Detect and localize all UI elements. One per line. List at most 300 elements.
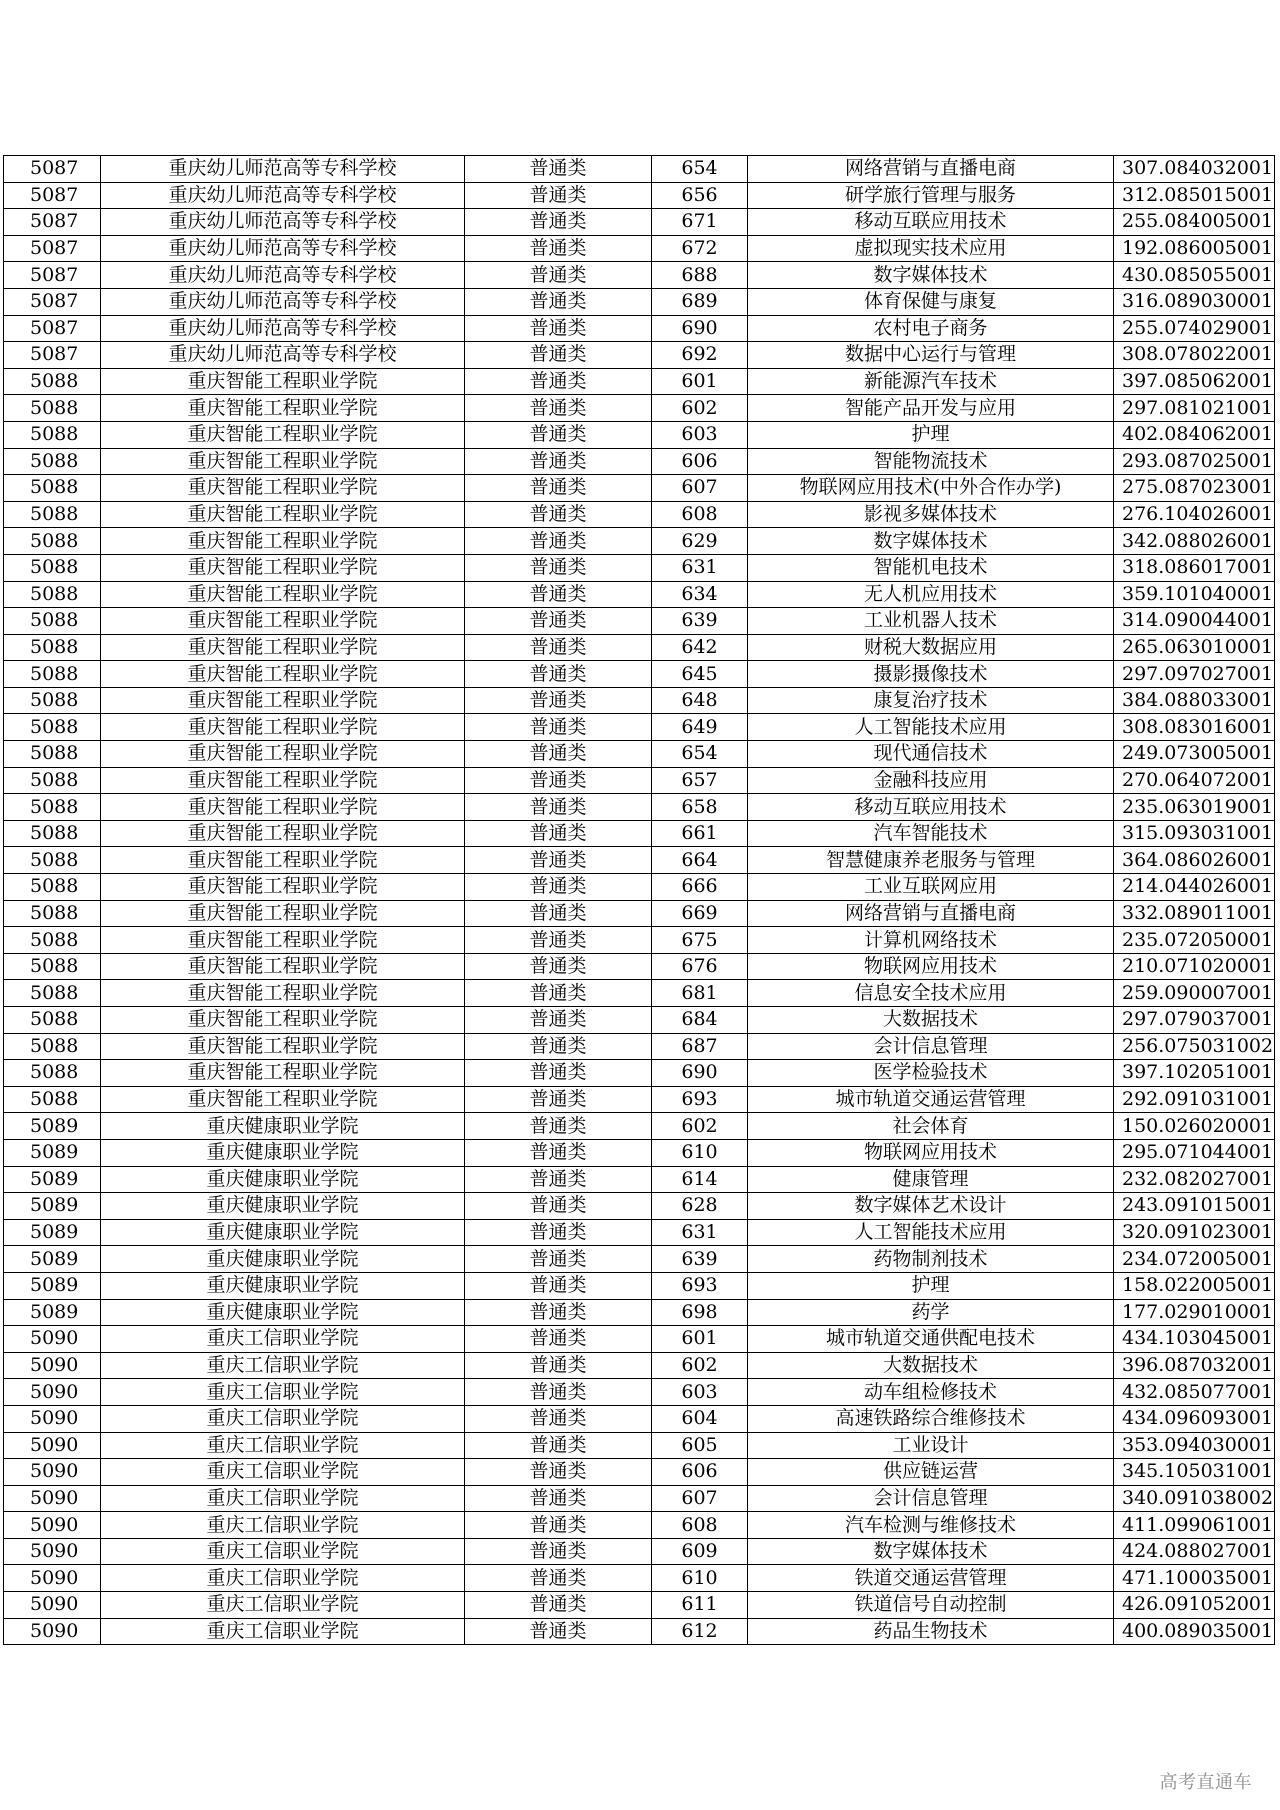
table-row: [4, 1272, 1275, 1299]
school-name-cell: 重庆幼儿师范高等专科学校: [101, 235, 465, 262]
category-cell: 普通类: [465, 900, 652, 927]
major-code-cell: 609: [652, 1538, 748, 1565]
major-code-cell: 634: [652, 581, 748, 608]
major-code-cell: 610: [652, 1565, 748, 1592]
score-cell: 314.090044001: [1114, 608, 1275, 635]
school-code-cell: 5088: [4, 581, 101, 608]
score-cell: 265.063010001: [1114, 634, 1275, 661]
major-name-cell: 数字媒体技术: [748, 1538, 1114, 1565]
category-cell: 普通类: [465, 980, 652, 1007]
major-name-cell: 城市轨道交通供配电技术: [748, 1326, 1114, 1353]
score-cell: 312.085015001: [1114, 182, 1275, 209]
school-code-cell: 5090: [4, 1352, 101, 1379]
major-code-cell: 629: [652, 528, 748, 555]
category-cell: 普通类: [465, 1405, 652, 1432]
school-code-cell: 5090: [4, 1405, 101, 1432]
school-code-cell: 5090: [4, 1459, 101, 1486]
category-cell: 普通类: [465, 1352, 652, 1379]
table-row: [4, 794, 1275, 821]
score-cell: 332.089011001: [1114, 900, 1275, 927]
school-name-cell: 重庆智能工程职业学院: [101, 1086, 465, 1113]
school-code-cell: 5090: [4, 1485, 101, 1512]
category-cell: 普通类: [465, 1459, 652, 1486]
table-row: [4, 927, 1275, 954]
table-row: [4, 847, 1275, 874]
school-name-cell: 重庆智能工程职业学院: [101, 847, 465, 874]
category-cell: 普通类: [465, 235, 652, 262]
major-name-cell: 信息安全技术应用: [748, 980, 1114, 1007]
table-row: [4, 528, 1275, 555]
category-cell: 普通类: [465, 1113, 652, 1140]
major-name-cell: 药物制剂技术: [748, 1246, 1114, 1273]
major-code-cell: 688: [652, 262, 748, 289]
table-row: [4, 421, 1275, 448]
school-name-cell: 重庆智能工程职业学院: [101, 820, 465, 847]
score-cell: 292.091031001: [1114, 1086, 1275, 1113]
score-cell: 353.094030001: [1114, 1432, 1275, 1459]
category-cell: 普通类: [465, 927, 652, 954]
score-cell: 177.029010001: [1114, 1299, 1275, 1326]
school-code-cell: 5088: [4, 448, 101, 475]
category-cell: 普通类: [465, 581, 652, 608]
category-cell: 普通类: [465, 714, 652, 741]
table-row: [4, 342, 1275, 369]
category-cell: 普通类: [465, 1432, 652, 1459]
category-cell: 普通类: [465, 1033, 652, 1060]
major-name-cell: 药学: [748, 1299, 1114, 1326]
school-code-cell: 5088: [4, 1033, 101, 1060]
school-code-cell: 5088: [4, 501, 101, 528]
major-name-cell: 健康管理: [748, 1166, 1114, 1193]
school-code-cell: 5088: [4, 794, 101, 821]
category-cell: 普通类: [465, 1326, 652, 1353]
school-name-cell: 重庆幼儿师范高等专科学校: [101, 156, 465, 183]
school-code-cell: 5088: [4, 1007, 101, 1034]
category-cell: 普通类: [465, 1379, 652, 1406]
major-code-cell: 601: [652, 1326, 748, 1353]
school-name-cell: 重庆幼儿师范高等专科学校: [101, 342, 465, 369]
school-code-cell: 5088: [4, 953, 101, 980]
school-name-cell: 重庆健康职业学院: [101, 1246, 465, 1273]
table-row: [4, 395, 1275, 422]
school-code-cell: 5090: [4, 1538, 101, 1565]
table-row: [4, 1485, 1275, 1512]
school-name-cell: 重庆健康职业学院: [101, 1113, 465, 1140]
school-name-cell: 重庆智能工程职业学院: [101, 448, 465, 475]
category-cell: 普通类: [465, 182, 652, 209]
school-name-cell: 重庆智能工程职业学院: [101, 661, 465, 688]
major-code-cell: 690: [652, 1060, 748, 1087]
score-cell: 214.044026001: [1114, 874, 1275, 901]
major-name-cell: 数据中心运行与管理: [748, 342, 1114, 369]
score-cell: 235.072050001: [1114, 927, 1275, 954]
table-row: [4, 1379, 1275, 1406]
major-name-cell: 网络营销与直播电商: [748, 900, 1114, 927]
table-row: [4, 209, 1275, 236]
score-cell: 235.063019001: [1114, 794, 1275, 821]
score-cell: 308.078022001: [1114, 342, 1275, 369]
major-name-cell: 供应链运营: [748, 1459, 1114, 1486]
school-name-cell: 重庆工信职业学院: [101, 1459, 465, 1486]
school-name-cell: 重庆工信职业学院: [101, 1538, 465, 1565]
major-name-cell: 人工智能技术应用: [748, 714, 1114, 741]
school-name-cell: 重庆智能工程职业学院: [101, 501, 465, 528]
school-name-cell: 重庆工信职业学院: [101, 1485, 465, 1512]
school-code-cell: 5088: [4, 874, 101, 901]
table-row: [4, 687, 1275, 714]
category-cell: 普通类: [465, 661, 652, 688]
major-name-cell: 移动互联应用技术: [748, 209, 1114, 236]
school-code-cell: 5087: [4, 182, 101, 209]
table-row: [4, 368, 1275, 395]
school-name-cell: 重庆智能工程职业学院: [101, 368, 465, 395]
category-cell: 普通类: [465, 847, 652, 874]
school-code-cell: 5087: [4, 315, 101, 342]
school-code-cell: 5088: [4, 820, 101, 847]
major-code-cell: 669: [652, 900, 748, 927]
score-cell: 232.082027001: [1114, 1166, 1275, 1193]
score-cell: 297.081021001: [1114, 395, 1275, 422]
major-code-cell: 608: [652, 1512, 748, 1539]
major-name-cell: 医学检验技术: [748, 1060, 1114, 1087]
major-name-cell: 网络营销与直播电商: [748, 156, 1114, 183]
category-cell: 普通类: [465, 634, 652, 661]
score-cell: 402.084062001: [1114, 421, 1275, 448]
table-row: [4, 767, 1275, 794]
major-name-cell: 摄影摄像技术: [748, 661, 1114, 688]
table-row: [4, 501, 1275, 528]
major-name-cell: 新能源汽车技术: [748, 368, 1114, 395]
major-code-cell: 603: [652, 1379, 748, 1406]
major-code-cell: 658: [652, 794, 748, 821]
major-name-cell: 会计信息管理: [748, 1033, 1114, 1060]
score-cell: 364.086026001: [1114, 847, 1275, 874]
school-name-cell: 重庆工信职业学院: [101, 1379, 465, 1406]
table-row: [4, 608, 1275, 635]
category-cell: 普通类: [465, 528, 652, 555]
school-code-cell: 5087: [4, 235, 101, 262]
major-code-cell: 684: [652, 1007, 748, 1034]
score-cell: 359.101040001: [1114, 581, 1275, 608]
major-name-cell: 金融科技应用: [748, 767, 1114, 794]
school-code-cell: 5088: [4, 1060, 101, 1087]
major-name-cell: 智能物流技术: [748, 448, 1114, 475]
score-cell: 308.083016001: [1114, 714, 1275, 741]
category-cell: 普通类: [465, 262, 652, 289]
school-name-cell: 重庆智能工程职业学院: [101, 741, 465, 768]
score-cell: 400.089035001: [1114, 1618, 1275, 1645]
major-code-cell: 631: [652, 1219, 748, 1246]
major-code-cell: 639: [652, 608, 748, 635]
table-row: [4, 900, 1275, 927]
major-name-cell: 计算机网络技术: [748, 927, 1114, 954]
table-row: [4, 1405, 1275, 1432]
score-cell: 315.093031001: [1114, 820, 1275, 847]
major-code-cell: 604: [652, 1405, 748, 1432]
category-cell: 普通类: [465, 767, 652, 794]
school-name-cell: 重庆幼儿师范高等专科学校: [101, 209, 465, 236]
category-cell: 普通类: [465, 741, 652, 768]
table-row: [4, 475, 1275, 502]
school-name-cell: 重庆智能工程职业学院: [101, 554, 465, 581]
major-code-cell: 661: [652, 820, 748, 847]
major-code-cell: 607: [652, 475, 748, 502]
score-cell: 320.091023001: [1114, 1219, 1275, 1246]
school-code-cell: 5090: [4, 1592, 101, 1619]
score-cell: 397.102051001: [1114, 1060, 1275, 1087]
score-cell: 243.091015001: [1114, 1193, 1275, 1220]
school-code-cell: 5088: [4, 927, 101, 954]
score-cell: 297.079037001: [1114, 1007, 1275, 1034]
school-name-cell: 重庆智能工程职业学院: [101, 634, 465, 661]
school-name-cell: 重庆智能工程职业学院: [101, 528, 465, 555]
table-row: [4, 554, 1275, 581]
category-cell: 普通类: [465, 554, 652, 581]
school-code-cell: 5090: [4, 1512, 101, 1539]
school-code-cell: 5088: [4, 528, 101, 555]
score-cell: 345.105031001: [1114, 1459, 1275, 1486]
school-code-cell: 5088: [4, 421, 101, 448]
major-code-cell: 657: [652, 767, 748, 794]
school-code-cell: 5090: [4, 1432, 101, 1459]
major-name-cell: 工业机器人技术: [748, 608, 1114, 635]
school-name-cell: 重庆健康职业学院: [101, 1166, 465, 1193]
major-name-cell: 大数据技术: [748, 1352, 1114, 1379]
major-name-cell: 物联网应用技术: [748, 953, 1114, 980]
major-name-cell: 智慧健康养老服务与管理: [748, 847, 1114, 874]
category-cell: 普通类: [465, 1193, 652, 1220]
score-cell: 256.075031002: [1114, 1033, 1275, 1060]
score-cell: 249.073005001: [1114, 741, 1275, 768]
school-name-cell: 重庆智能工程职业学院: [101, 714, 465, 741]
score-cell: 150.026020001: [1114, 1113, 1275, 1140]
major-name-cell: 汽车检测与维修技术: [748, 1512, 1114, 1539]
major-name-cell: 数字媒体技术: [748, 528, 1114, 555]
major-name-cell: 康复治疗技术: [748, 687, 1114, 714]
category-cell: 普通类: [465, 1618, 652, 1645]
school-name-cell: 重庆智能工程职业学院: [101, 1007, 465, 1034]
table-row: [4, 741, 1275, 768]
school-code-cell: 5089: [4, 1299, 101, 1326]
category-cell: 普通类: [465, 1485, 652, 1512]
major-name-cell: 大数据技术: [748, 1007, 1114, 1034]
category-cell: 普通类: [465, 1007, 652, 1034]
table-row: [4, 1459, 1275, 1486]
school-code-cell: 5088: [4, 554, 101, 581]
school-name-cell: 重庆智能工程职业学院: [101, 900, 465, 927]
school-code-cell: 5088: [4, 687, 101, 714]
major-code-cell: 687: [652, 1033, 748, 1060]
school-code-cell: 5090: [4, 1618, 101, 1645]
major-name-cell: 研学旅行管理与服务: [748, 182, 1114, 209]
school-code-cell: 5089: [4, 1113, 101, 1140]
school-code-cell: 5089: [4, 1272, 101, 1299]
table-row: [4, 182, 1275, 209]
major-code-cell: 693: [652, 1272, 748, 1299]
table-row: [4, 1326, 1275, 1353]
table-row: [4, 262, 1275, 289]
score-cell: 471.100035001: [1114, 1565, 1275, 1592]
school-name-cell: 重庆智能工程职业学院: [101, 794, 465, 821]
major-name-cell: 现代通信技术: [748, 741, 1114, 768]
school-name-cell: 重庆工信职业学院: [101, 1618, 465, 1645]
school-code-cell: 5088: [4, 980, 101, 1007]
school-code-cell: 5087: [4, 209, 101, 236]
school-name-cell: 重庆工信职业学院: [101, 1592, 465, 1619]
major-code-cell: 611: [652, 1592, 748, 1619]
major-code-cell: 681: [652, 980, 748, 1007]
table-row: [4, 1299, 1275, 1326]
major-code-cell: 607: [652, 1485, 748, 1512]
score-cell: 275.087023001: [1114, 475, 1275, 502]
major-code-cell: 671: [652, 209, 748, 236]
score-cell: 210.071020001: [1114, 953, 1275, 980]
major-name-cell: 移动互联应用技术: [748, 794, 1114, 821]
major-code-cell: 602: [652, 395, 748, 422]
major-name-cell: 城市轨道交通运营管理: [748, 1086, 1114, 1113]
table-row: [4, 953, 1275, 980]
school-code-cell: 5088: [4, 608, 101, 635]
school-code-cell: 5090: [4, 1379, 101, 1406]
score-cell: 316.089030001: [1114, 288, 1275, 315]
school-code-cell: 5090: [4, 1326, 101, 1353]
category-cell: 普通类: [465, 1272, 652, 1299]
school-name-cell: 重庆幼儿师范高等专科学校: [101, 288, 465, 315]
category-cell: 普通类: [465, 448, 652, 475]
major-name-cell: 动车组检修技术: [748, 1379, 1114, 1406]
score-cell: 340.091038002: [1114, 1485, 1275, 1512]
category-cell: 普通类: [465, 1565, 652, 1592]
score-cell: 295.071044001: [1114, 1139, 1275, 1166]
school-code-cell: 5089: [4, 1139, 101, 1166]
category-cell: 普通类: [465, 794, 652, 821]
major-code-cell: 666: [652, 874, 748, 901]
table-row: [4, 1033, 1275, 1060]
school-code-cell: 5088: [4, 634, 101, 661]
major-name-cell: 农村电子商务: [748, 315, 1114, 342]
score-cell: 342.088026001: [1114, 528, 1275, 555]
major-code-cell: 628: [652, 1193, 748, 1220]
table-row: [4, 1538, 1275, 1565]
major-name-cell: 人工智能技术应用: [748, 1219, 1114, 1246]
table-row: [4, 1352, 1275, 1379]
category-cell: 普通类: [465, 501, 652, 528]
major-name-cell: 物联网应用技术(中外合作办学): [748, 475, 1114, 502]
school-name-cell: 重庆工信职业学院: [101, 1432, 465, 1459]
score-cell: 297.097027001: [1114, 661, 1275, 688]
school-name-cell: 重庆智能工程职业学院: [101, 1033, 465, 1060]
major-code-cell: 656: [652, 182, 748, 209]
school-code-cell: 5087: [4, 156, 101, 183]
table-row: [4, 634, 1275, 661]
major-code-cell: 689: [652, 288, 748, 315]
score-cell: 255.074029001: [1114, 315, 1275, 342]
table-row: [4, 980, 1275, 1007]
category-cell: 普通类: [465, 953, 652, 980]
score-cell: 259.090007001: [1114, 980, 1275, 1007]
major-name-cell: 无人机应用技术: [748, 581, 1114, 608]
school-code-cell: 5089: [4, 1193, 101, 1220]
school-code-cell: 5089: [4, 1166, 101, 1193]
school-name-cell: 重庆幼儿师范高等专科学校: [101, 262, 465, 289]
school-name-cell: 重庆智能工程职业学院: [101, 687, 465, 714]
category-cell: 普通类: [465, 368, 652, 395]
major-name-cell: 铁道信号自动控制: [748, 1592, 1114, 1619]
major-code-cell: 645: [652, 661, 748, 688]
table-row: [4, 1086, 1275, 1113]
category-cell: 普通类: [465, 1219, 652, 1246]
major-code-cell: 642: [652, 634, 748, 661]
score-cell: 255.084005001: [1114, 209, 1275, 236]
major-code-cell: 648: [652, 687, 748, 714]
major-name-cell: 财税大数据应用: [748, 634, 1114, 661]
major-name-cell: 影视多媒体技术: [748, 501, 1114, 528]
table-row: [4, 874, 1275, 901]
table-row: [4, 714, 1275, 741]
major-code-cell: 654: [652, 156, 748, 183]
school-name-cell: 重庆工信职业学院: [101, 1352, 465, 1379]
major-name-cell: 工业互联网应用: [748, 874, 1114, 901]
table-row: [4, 661, 1275, 688]
school-name-cell: 重庆智能工程职业学院: [101, 421, 465, 448]
table-row: [4, 156, 1275, 183]
major-code-cell: 610: [652, 1139, 748, 1166]
school-name-cell: 重庆健康职业学院: [101, 1219, 465, 1246]
score-cell: 307.084032001: [1114, 156, 1275, 183]
major-code-cell: 676: [652, 953, 748, 980]
school-code-cell: 5087: [4, 288, 101, 315]
school-name-cell: 重庆健康职业学院: [101, 1139, 465, 1166]
category-cell: 普通类: [465, 1592, 652, 1619]
major-name-cell: 物联网应用技术: [748, 1139, 1114, 1166]
score-cell: 192.086005001: [1114, 235, 1275, 262]
school-code-cell: 5089: [4, 1246, 101, 1273]
school-code-cell: 5088: [4, 767, 101, 794]
school-name-cell: 重庆智能工程职业学院: [101, 608, 465, 635]
category-cell: 普通类: [465, 209, 652, 236]
major-code-cell: 602: [652, 1113, 748, 1140]
major-code-cell: 612: [652, 1618, 748, 1645]
table-row: [4, 1139, 1275, 1166]
category-cell: 普通类: [465, 288, 652, 315]
table-row: [4, 820, 1275, 847]
school-name-cell: 重庆智能工程职业学院: [101, 980, 465, 1007]
major-name-cell: 工业设计: [748, 1432, 1114, 1459]
major-name-cell: 铁道交通运营管理: [748, 1565, 1114, 1592]
table-row: [4, 1432, 1275, 1459]
score-cell: 293.087025001: [1114, 448, 1275, 475]
table-row: [4, 288, 1275, 315]
category-cell: 普通类: [465, 342, 652, 369]
category-cell: 普通类: [465, 687, 652, 714]
category-cell: 普通类: [465, 421, 652, 448]
category-cell: 普通类: [465, 395, 652, 422]
major-code-cell: 603: [652, 421, 748, 448]
school-code-cell: 5088: [4, 395, 101, 422]
school-code-cell: 5090: [4, 1565, 101, 1592]
score-cell: 426.091052001: [1114, 1592, 1275, 1619]
major-code-cell: 692: [652, 342, 748, 369]
school-name-cell: 重庆智能工程职业学院: [101, 874, 465, 901]
major-name-cell: 药品生物技术: [748, 1618, 1114, 1645]
table-row: [4, 1060, 1275, 1087]
school-name-cell: 重庆幼儿师范高等专科学校: [101, 315, 465, 342]
school-code-cell: 5087: [4, 262, 101, 289]
score-cell: 158.022005001: [1114, 1272, 1275, 1299]
major-code-cell: 606: [652, 448, 748, 475]
table-row: [4, 448, 1275, 475]
major-name-cell: 智能机电技术: [748, 554, 1114, 581]
